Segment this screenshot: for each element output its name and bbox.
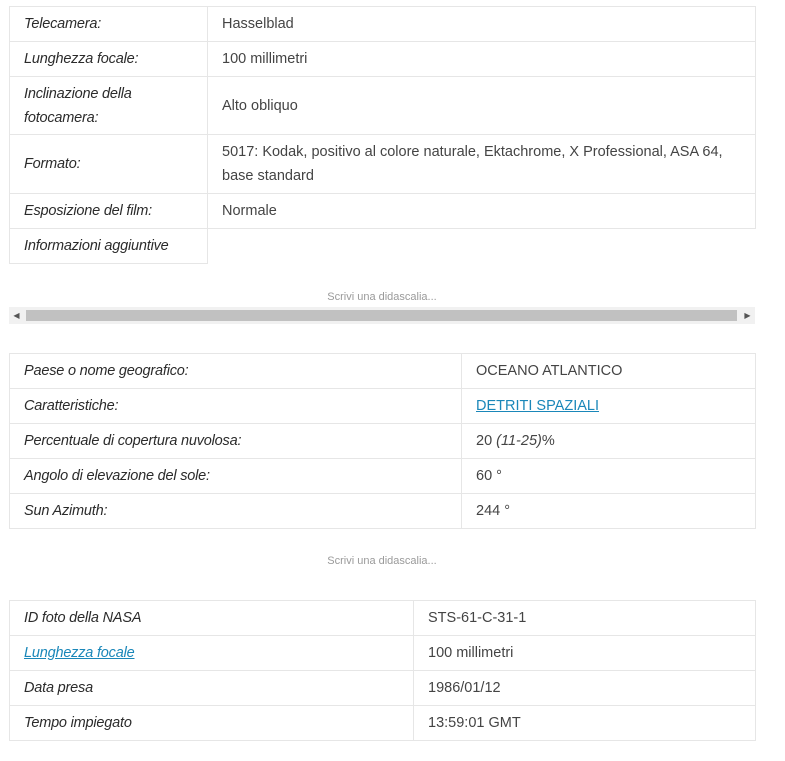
row-label: Paese o nome geografico: (10, 354, 462, 389)
scroll-left-arrow-icon[interactable]: ◀ (13, 311, 20, 320)
table-row (10, 671, 756, 706)
table-row (10, 494, 756, 529)
table-row (10, 42, 756, 77)
row-value: 60 ° (462, 459, 756, 494)
table-row (10, 424, 756, 459)
row-value: Hasselblad (208, 7, 756, 42)
nasa-photo-table (9, 600, 756, 741)
row-label: Esposizione del film: (10, 194, 208, 229)
row-value: 100 millimetri (208, 42, 756, 77)
caption-placeholder[interactable]: Scrivi una didascalia... (327, 555, 437, 567)
row-label: Percentuale di copertura nuvolosa: (10, 424, 462, 459)
row-label: Caratteristiche: (10, 389, 462, 424)
table-row (10, 229, 756, 264)
row-label: Lunghezza focale: (10, 42, 208, 77)
table-row (10, 135, 756, 194)
row-value: OCEANO ATLANTICO (462, 354, 756, 389)
row-value: 13:59:01 GMT (414, 706, 756, 741)
row-value: 244 ° (462, 494, 756, 529)
geographic-info-table (9, 353, 756, 529)
focal-length-link[interactable]: Lunghezza focale (24, 645, 135, 661)
table-row (10, 459, 756, 494)
cloud-cover-number: 20 (476, 433, 493, 449)
row-label: Inclinazione della fotocamera: (10, 77, 208, 135)
table-row (10, 194, 756, 229)
table-row (10, 7, 756, 42)
row-label: Angolo di elevazione del sole: (10, 459, 462, 494)
table-row (10, 601, 756, 636)
scrollbar-thumb[interactable] (26, 310, 737, 321)
row-value: 5017: Kodak, positivo al colore naturale, Ektachrome, X Professional, ASA 64, base standard (208, 135, 756, 194)
row-value: STS-61-C-31-1 (414, 601, 756, 636)
table-row (10, 706, 756, 741)
row-label: Telecamera: (10, 7, 208, 42)
row-value: Normale (208, 194, 756, 229)
row-value: 1986/01/12 (414, 671, 756, 706)
row-label: Data presa (10, 671, 414, 706)
row-value: 100 millimetri (414, 636, 756, 671)
row-label: Tempo impiegato (10, 706, 414, 741)
horizontal-scrollbar[interactable] (9, 307, 755, 324)
cloud-cover-value (462, 424, 756, 459)
row-label: Formato: (10, 135, 208, 194)
cloud-cover-range: (11-25) (496, 433, 542, 449)
row-label: Informazioni aggiuntive (10, 229, 208, 264)
cloud-cover-unit: % (541, 433, 555, 449)
scroll-right-arrow-icon[interactable]: ▶ (744, 311, 751, 320)
features-link[interactable]: DETRITI SPAZIALI (476, 398, 600, 414)
table-row (10, 636, 756, 671)
row-value: Alto obliquo (208, 77, 756, 135)
camera-info-table (9, 6, 756, 264)
table-row (10, 354, 756, 389)
table-row (10, 77, 756, 135)
table-row (10, 389, 756, 424)
caption-placeholder[interactable]: Scrivi una didascalia... (327, 291, 437, 303)
row-value-empty (208, 229, 756, 264)
row-label: Sun Azimuth: (10, 494, 462, 529)
row-label: ID foto della NASA (10, 601, 414, 636)
